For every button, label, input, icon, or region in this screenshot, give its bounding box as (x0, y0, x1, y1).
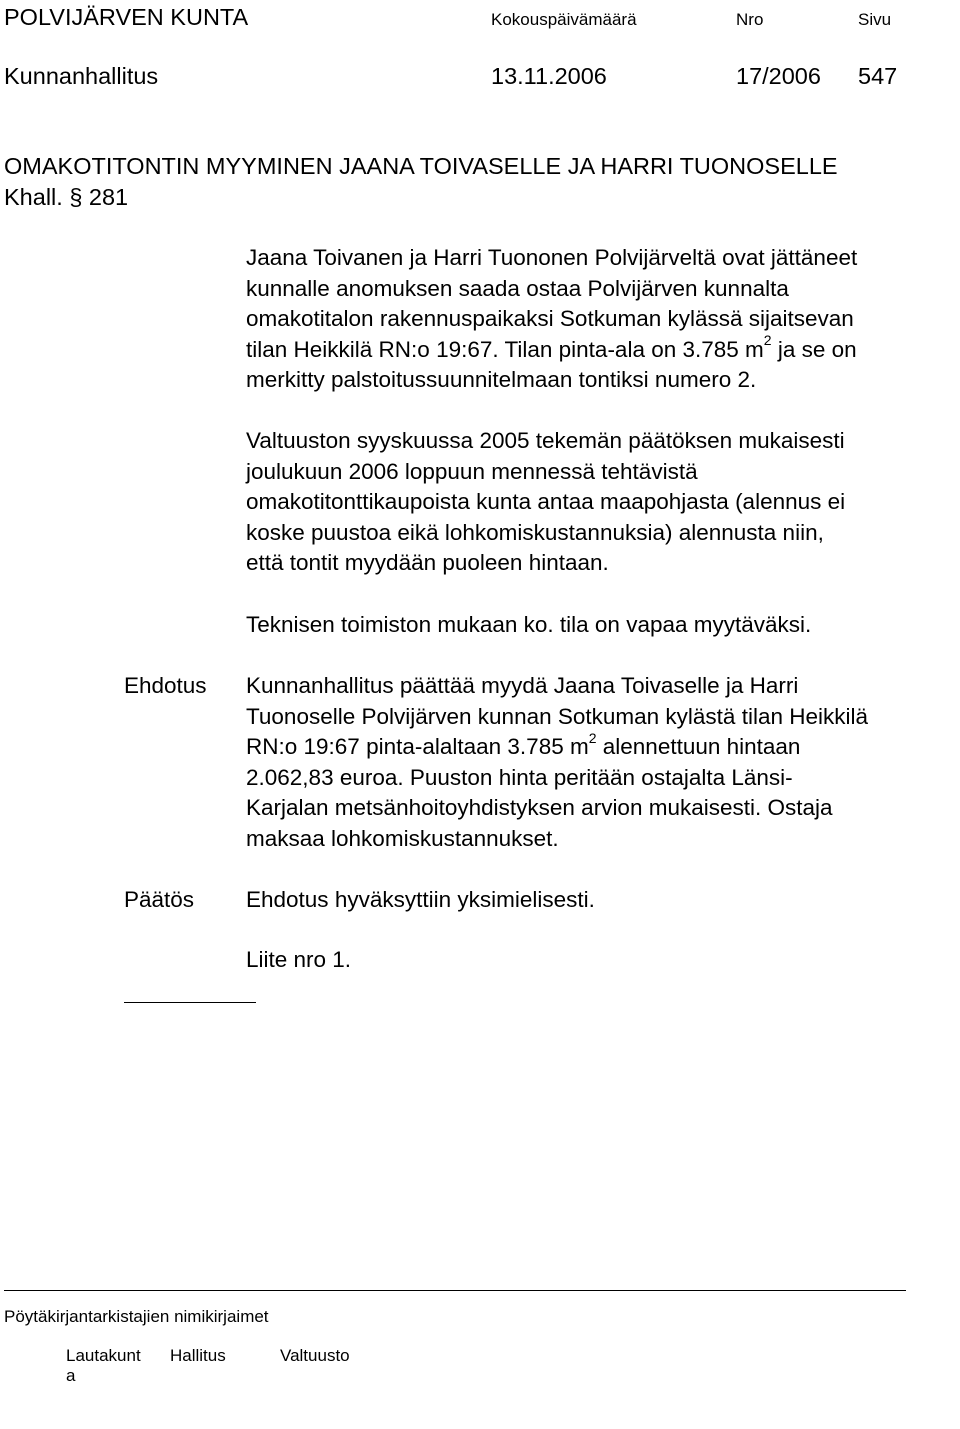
footer-title: Pöytäkirjantarkistajien nimikirjaimet (4, 1307, 269, 1326)
paragraph-line: Liite nro 1. (246, 947, 352, 972)
item-title: OMAKOTITONTIN MYYMINEN JAANA TOIVASELLE JA HARRI TUONOSELLE (4, 153, 838, 179)
municipality-name: POLVIJÄRVEN KUNTA (4, 4, 249, 30)
decision-label: Päätös (124, 887, 195, 912)
paragraph-line: Karjalan metsänhoitoyhdistyksen arvion mukaisesti. Ostaja (246, 795, 833, 820)
paragraph-line: omakotitonttikaupoista kunta antaa maapohjasta (alennus ei (246, 489, 846, 514)
paragraph-line: Kunnanhallitus päättää myydä Jaana Toivaselle ja Harri (246, 673, 799, 698)
number-label: Nro (736, 10, 764, 29)
proposal-text (246, 671, 956, 854)
proposal-label: Ehdotus (124, 673, 207, 698)
footer-col-government: Hallitus (170, 1346, 226, 1365)
paragraph-line (246, 332, 956, 366)
paragraph-line: kunnalle anomuksen saada ostaa Polvijärven kunnalta (246, 275, 789, 301)
section-end-rule (124, 1002, 256, 1003)
paragraph-line: että tontit myydään puoleen hintaan. (246, 550, 609, 575)
paragraph-line: Ehdotus hyväksyttiin yksimielisesti. (246, 887, 595, 912)
footer-col-board: Lautakunt (66, 1346, 141, 1365)
paragraph-line: maksaa lohkomiskustannukset. (246, 825, 559, 851)
paragraph-line: Tuonoselle Polvijärven kunnan Sotkuman kylästä tilan Heikkilä (246, 703, 868, 729)
paragraph-line: joulukuun 2006 loppuun mennessä tehtävistä (246, 458, 698, 484)
superscript: 2 (763, 332, 772, 348)
meeting-number: 17/2006 (736, 63, 821, 89)
paragraph-council-decision (246, 426, 956, 579)
superscript: 2 (588, 729, 597, 746)
paragraph-application (246, 243, 956, 396)
paragraph-line: koske puustoa eikä lohkomiskustannuksia) alennusta niin, (246, 519, 824, 545)
footer-col-council: Valtuusto (280, 1346, 350, 1365)
text-segment: tilan Heikkilä RN:o 19:67. Tilan pinta-ala on 3.785 m (246, 336, 764, 362)
text-segment: alennettuun hintaan (596, 734, 801, 759)
text-segment: ja se on (771, 336, 857, 362)
paragraph-technical-office (246, 610, 956, 641)
meeting-date: 13.11.2006 (491, 63, 607, 89)
page-label: Sivu (858, 10, 892, 29)
paragraph-line: Valtuuston syyskuussa 2005 tekemän päätöksen mukaisesti (246, 428, 845, 453)
decision-text (246, 885, 956, 916)
body-name: Kunnanhallitus (4, 63, 159, 89)
paragraph-line (246, 729, 956, 763)
page-number: 547 (858, 63, 898, 89)
paragraph-line: merkitty palstoitussuunnitelmaan tontiksi numero 2. (246, 367, 757, 392)
footer-top-rule (4, 1290, 906, 1291)
text-segment: RN:o 19:67 pinta-alaltaan 3.785 m (246, 734, 589, 759)
paragraph-line: 2.062,83 euroa. Puuston hinta peritään ostajalta Länsi- (246, 764, 793, 790)
attachment-note (246, 945, 956, 976)
paragraph-line: omakotitalon rakennuspaikaksi Sotkuman kylässä sijaitsevan (246, 306, 854, 331)
paragraph-line: Teknisen toimiston mukaan ko. tila on vapaa myytäväksi. (246, 612, 812, 637)
section-reference: Khall. § 281 (4, 184, 129, 210)
footer-col-board-cont: a (66, 1366, 76, 1385)
meeting-date-label: Kokouspäivämäärä (491, 10, 637, 29)
paragraph-line: Jaana Toivanen ja Harri Tuononen Polvijärveltä ovat jättäneet (246, 245, 858, 270)
